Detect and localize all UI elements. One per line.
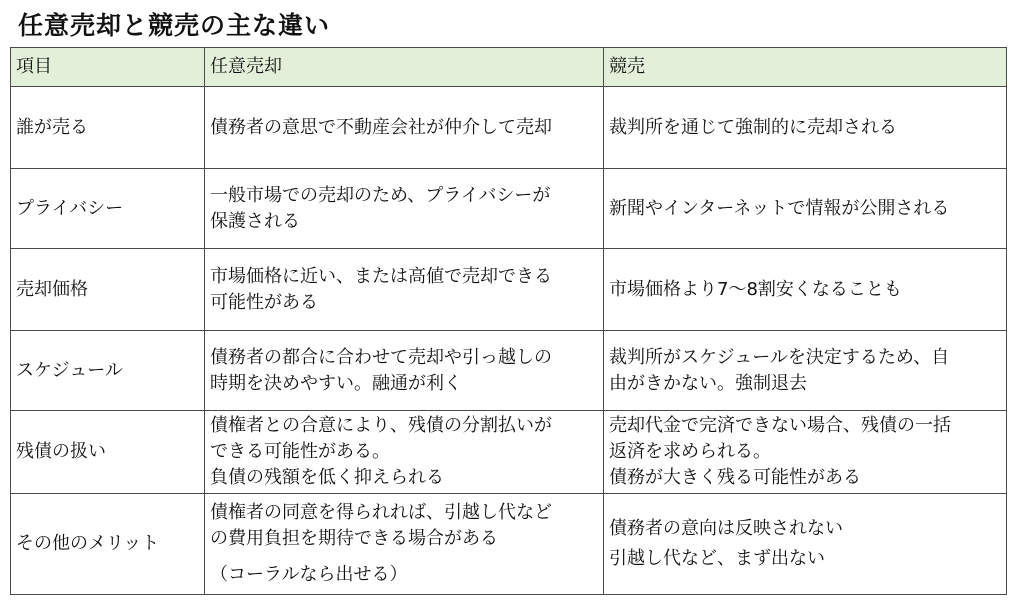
row-item-label: 売却価格 <box>11 249 205 331</box>
page-title: 任意売却と競売の主な違い <box>18 11 331 40</box>
table-row <box>11 494 1007 595</box>
row-item-label: その他のメリット <box>11 494 205 595</box>
table-header-row <box>11 48 1007 87</box>
cell-line: 債務者の都合に合わせて売却や引っ越しの <box>210 346 552 368</box>
cell-line: 債権者の同意を得られれば、引越し代など <box>210 502 552 523</box>
header-keibai: 競売 <box>604 48 1007 87</box>
cell-line: 債務者の意思で不動産会社が仲介して売却 <box>210 116 552 138</box>
cell-line: 債務者の意向は反映されない <box>609 518 843 539</box>
cell-line: の費用負担を期待できる場合がある <box>210 528 498 549</box>
table-row <box>11 331 1007 411</box>
table-row <box>11 411 1007 494</box>
cell-line: 売却代金で完済できない場合、残債の一括 <box>609 415 951 436</box>
keibai-cell <box>604 331 1007 411</box>
keibai-cell <box>604 494 1007 595</box>
nin-i-cell <box>205 249 604 331</box>
table-row <box>11 249 1007 331</box>
keibai-cell <box>604 411 1007 494</box>
cell-line: 可能性がある <box>210 291 318 313</box>
cell-line: 裁判所がスケジュールを決定するため、自 <box>609 346 950 368</box>
cell-line: 由がきかない。強制退去 <box>609 372 807 394</box>
cell-line: 返済を求められる。 <box>609 441 771 462</box>
keibai-cell <box>604 249 1007 331</box>
cell-line: できる可能性がある。 <box>210 441 390 462</box>
row-item-label: プライバシー <box>11 169 205 249</box>
row-item-label: 誰が売る <box>11 87 205 169</box>
nin-i-cell <box>205 494 604 595</box>
nin-i-cell <box>205 331 604 411</box>
nin-i-cell <box>205 411 604 494</box>
cell-line: 引越し代など、まず出ない <box>609 548 825 569</box>
header-nin-i-baikyaku: 任意売却 <box>205 48 604 87</box>
cell-line: 保護される <box>210 210 300 232</box>
header-item: 項目 <box>11 48 205 87</box>
row-item-label: スケジュール <box>11 331 205 411</box>
nin-i-cell <box>205 87 604 169</box>
cell-line: 一般市場での売却のため、プライバシーが <box>210 184 551 206</box>
keibai-cell <box>604 169 1007 249</box>
table-row <box>11 169 1007 249</box>
cell-line: 新聞やインターネットで情報が公開される <box>609 197 950 219</box>
comparison-table <box>10 47 1007 595</box>
cell-line: 負債の残額を低く抑えられる <box>210 467 444 488</box>
cell-line: 時期を決めやすい。融通が利く <box>210 372 462 394</box>
cell-line: 債務が大きく残る可能性がある <box>609 467 861 488</box>
cell-line: 裁判所を通じて強制的に売却される <box>609 116 897 138</box>
cell-line: 市場価格に近い、または高値で売却できる <box>210 265 552 287</box>
cell-line: 市場価格より7～8割安くなることも <box>609 278 902 300</box>
nin-i-cell <box>205 169 604 249</box>
keibai-cell <box>604 87 1007 169</box>
cell-line: 債権者との合意により、残債の分割払いが <box>210 415 552 436</box>
table-row <box>11 87 1007 169</box>
row-item-label: 残債の扱い <box>11 411 205 494</box>
cell-line: （コーラルなら出せる） <box>210 564 408 585</box>
